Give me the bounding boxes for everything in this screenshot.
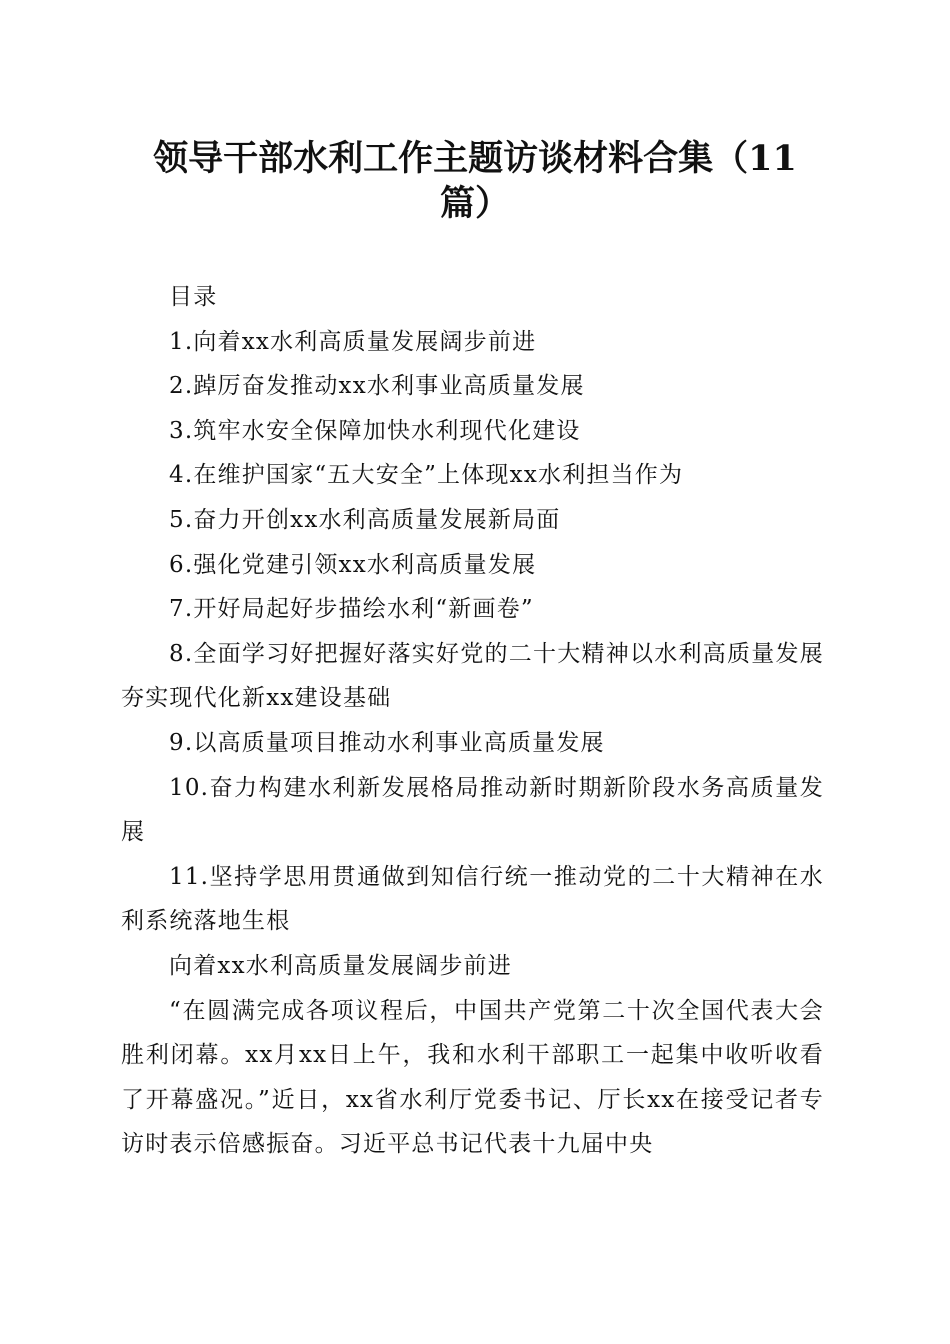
section-title: 向着xx水利高质量发展阔步前进 [169,952,512,979]
toc-item-9: 9.以高质量项目推动水利事业高质量发展 [169,729,605,756]
toc-item-10: 10.奋力构建水利新发展格局推动新时期新阶段水务高质量发展 [121,774,824,846]
toc-item-7: 7.开好局起好步描绘水利“新画卷” [169,596,534,623]
toc-item-5: 5.奋力开创xx水利高质量发展新局面 [169,506,561,533]
document-title: 领导干部水利工作主题访谈材料合集（11篇） [153,138,797,224]
toc-item-8: 8.全面学习好把握好落实好党的二十大精神以水利高质量发展夯实现代化新xx建设基础 [121,640,824,712]
toc-item-4: 4.在维护国家“五大安全”上体现xx水利担当作为 [169,462,684,489]
body-paragraph: “在圆满完成各项议程后，中国共产党第二十次全国代表大会胜利闭幕。xx月xx日上午，我和水利干部职工一起集中收听收看了开幕盛况。”近日，xx省水利厅党委书记、厅长xx在接受记者专访时表示倍感振奋。习近平总书记代表十九届中央 [121,997,824,1158]
document-body [121,275,824,1167]
toc-item-1: 1.向着xx水利高质量发展阔步前进 [169,328,537,355]
toc-item-3: 3.筑牢水安全保障加快水利现代化建设 [169,417,581,444]
toc-heading: 目录 [169,284,218,310]
toc-item-2: 2.踔厉奋发推动xx水利事业高质量发展 [169,373,585,400]
toc-item-11: 11.坚持学思用贯通做到知信行统一推动党的二十大精神在水利系统落地生根 [121,863,824,935]
toc-item-6: 6.强化党建引领xx水利高质量发展 [169,551,537,578]
